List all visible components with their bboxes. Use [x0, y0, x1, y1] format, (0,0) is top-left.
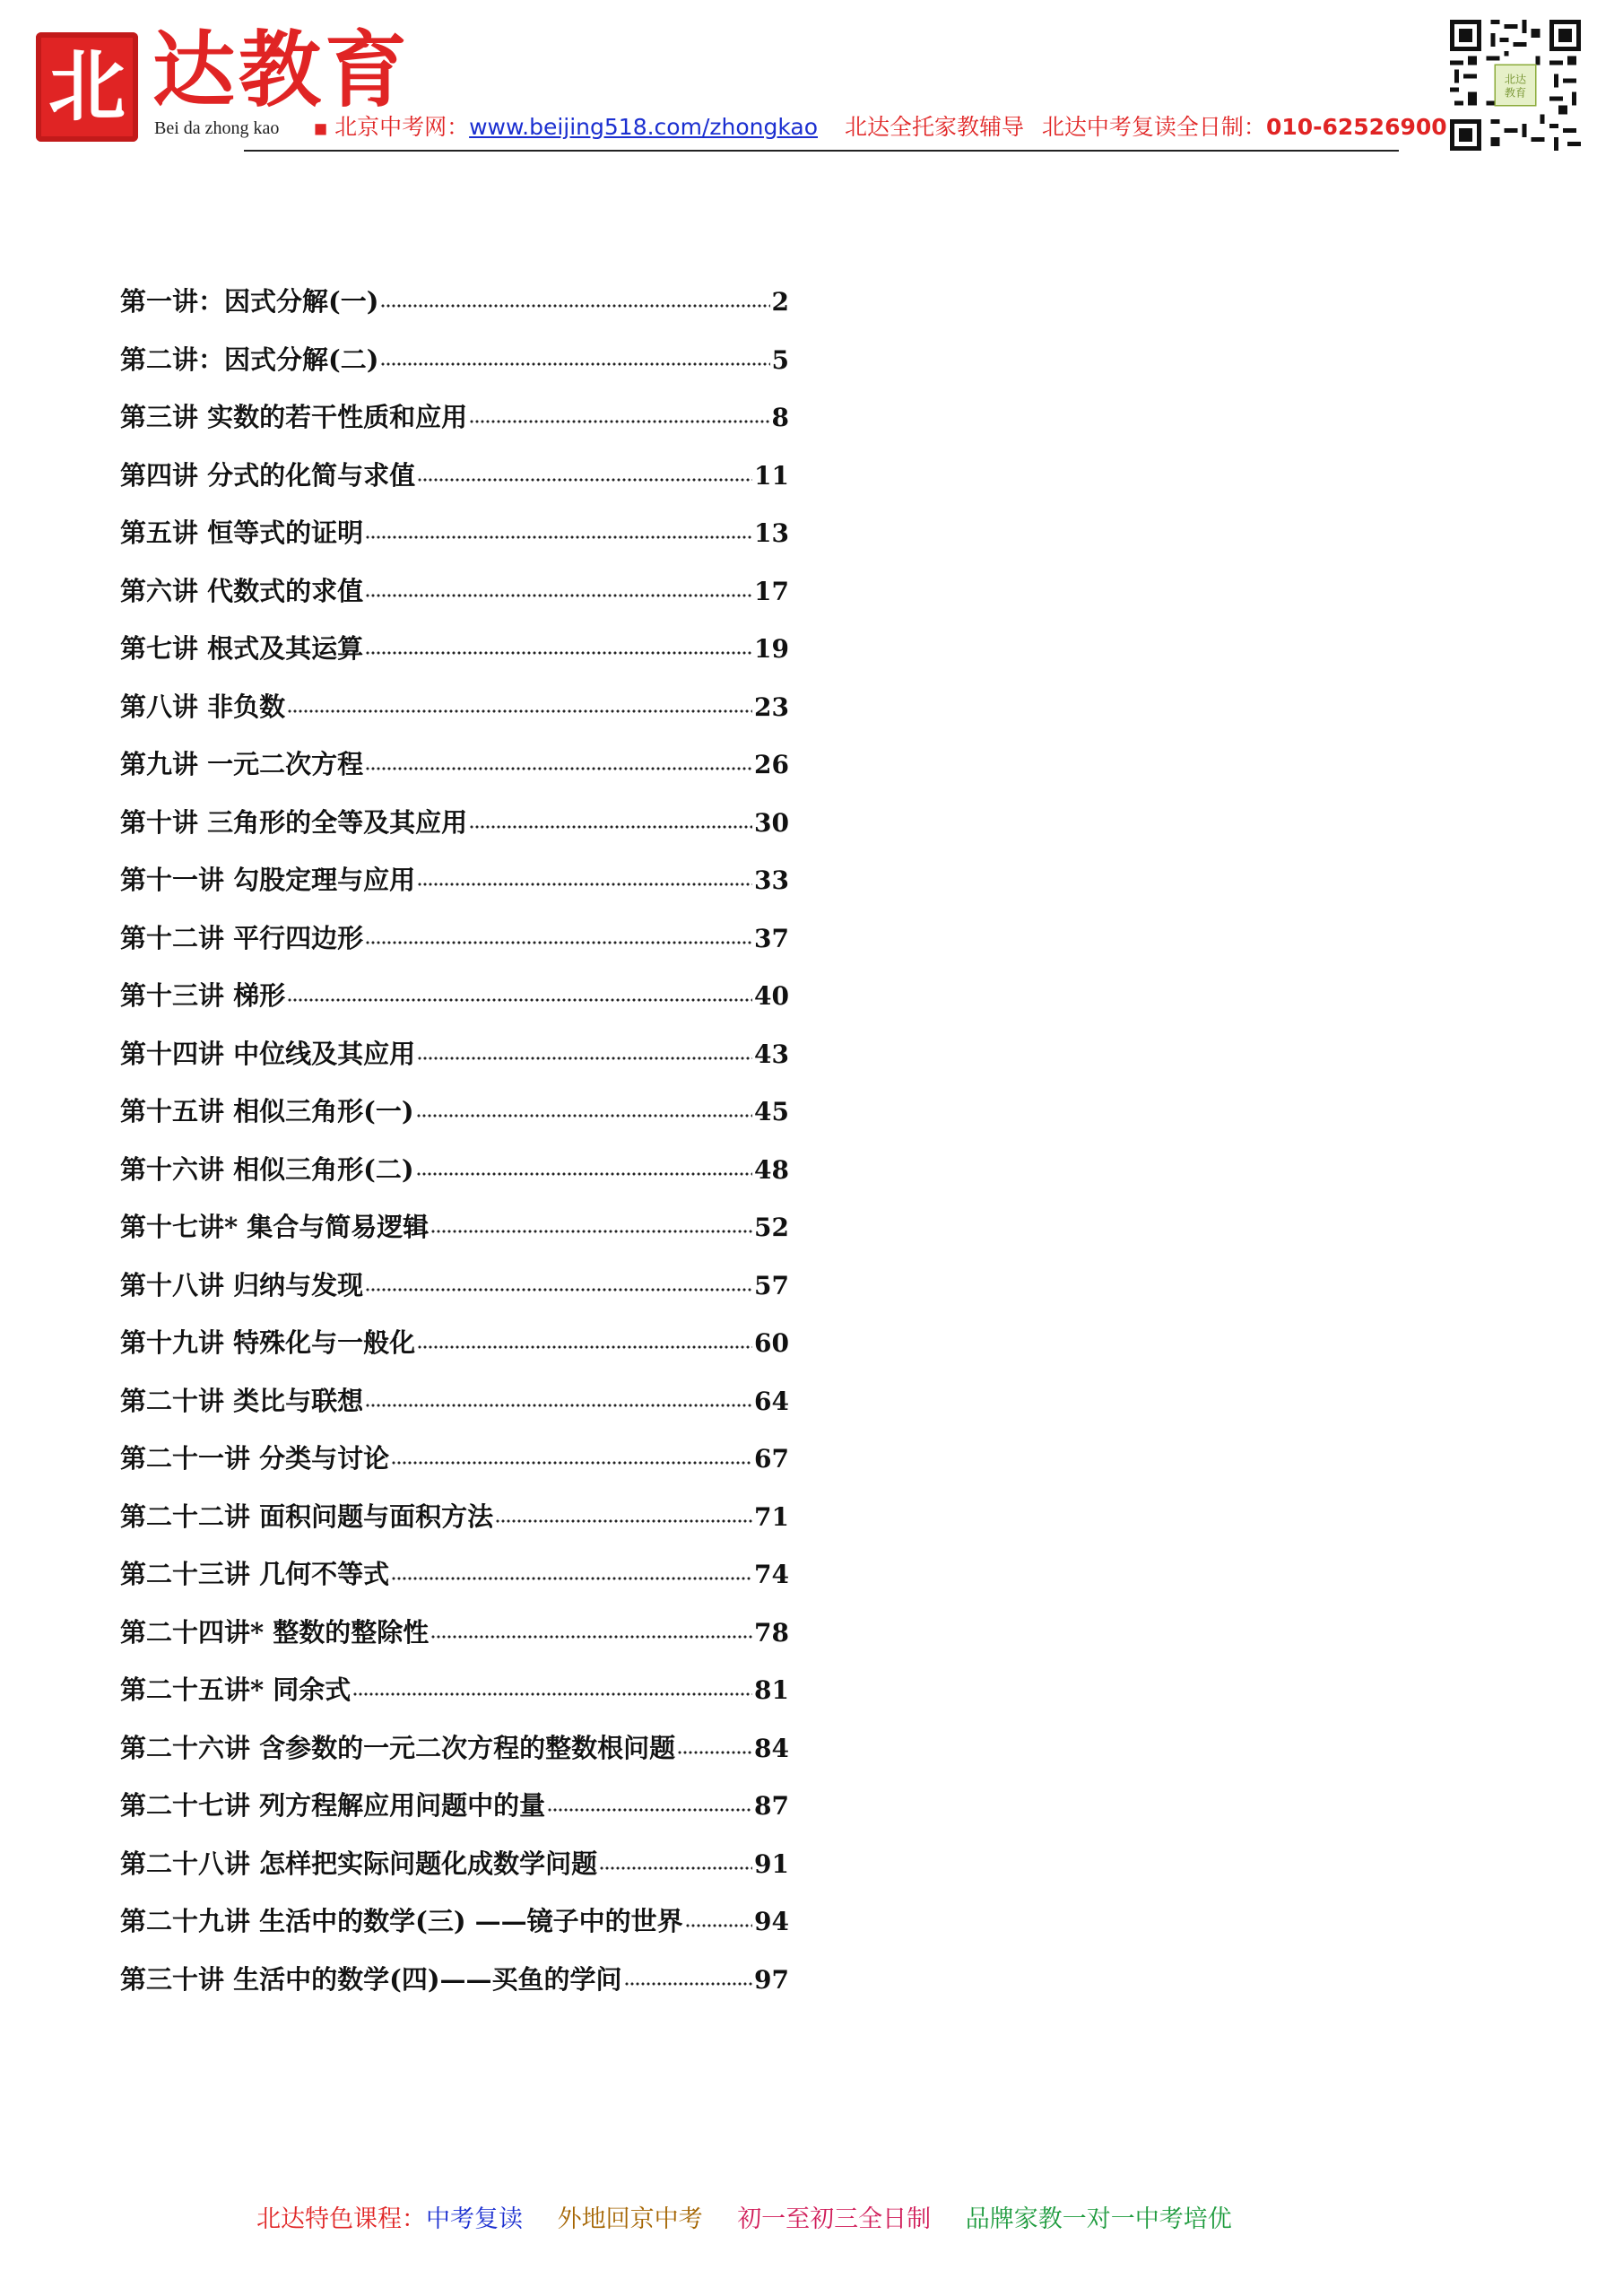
- toc-entry-page: 13: [754, 518, 789, 548]
- toc-entry[interactable]: [120, 404, 789, 463]
- toc-leader-dots: [380, 304, 769, 308]
- toc-entry[interactable]: [120, 922, 789, 984]
- toc-entry-title: 第二十讲 类比与联想: [120, 1385, 364, 1416]
- toc-entry-page: 8: [771, 403, 789, 432]
- toc-entry-title: 第十四讲 中位线及其应用: [120, 1038, 416, 1069]
- toc-entry[interactable]: [120, 1906, 789, 1967]
- toc-entry-page: 97: [754, 1964, 789, 1995]
- toc-entry-title: 第二十四讲* 整数的整除性: [120, 1616, 430, 1648]
- toc-entry[interactable]: [120, 1269, 789, 1331]
- toc-entry-page: 84: [754, 1733, 789, 1763]
- toc-entry[interactable]: [120, 1561, 789, 1620]
- toc-entry-title: 第一讲：因式分解(一): [120, 286, 379, 317]
- toc-entry[interactable]: [120, 1443, 789, 1504]
- toc-entry[interactable]: [120, 980, 789, 1041]
- toc-entry-title: 第十讲 三角形的全等及其应用: [120, 806, 468, 838]
- toc-entry-title: 第十一讲 勾股定理与应用: [120, 865, 416, 895]
- toc-entry-title: 第二十六讲 含参数的一元二次方程的整数根问题: [120, 1732, 676, 1763]
- toc-entry-page: 48: [754, 1154, 789, 1185]
- toc-entry[interactable]: [120, 1096, 789, 1157]
- qr-code-icon: [1448, 20, 1583, 151]
- toc-entry-title: 第二讲：因式分解(二): [120, 344, 379, 375]
- toc-entry[interactable]: [120, 1153, 789, 1215]
- toc-entry-page: 40: [754, 981, 789, 1011]
- toc-leader-dots: [365, 1288, 752, 1292]
- toc-entry-page: 2: [771, 287, 789, 317]
- toc-entry[interactable]: [120, 1038, 789, 1100]
- footer-item-4: 品牌家教一对一中考培优: [965, 2205, 1232, 2233]
- toc-entry-title: 第九讲 一元二次方程: [120, 749, 364, 779]
- toc-entry[interactable]: [120, 1214, 789, 1273]
- toc-entry-title: 第十九讲 特殊化与一般化: [120, 1327, 416, 1358]
- toc-entry[interactable]: [120, 344, 789, 405]
- logo-mark: [36, 32, 138, 142]
- toc-entry-page: 57: [754, 1270, 789, 1300]
- toc-entry-title: 第六讲 代数式的求值: [120, 575, 364, 606]
- site-label: 北京中考网：: [334, 114, 470, 140]
- toc-entry-title: 第二十八讲 怎样把实际问题化成数学问题: [120, 1848, 598, 1879]
- toc-entry-title: 第二十五讲* 同余式: [120, 1674, 352, 1705]
- toc-leader-dots: [417, 478, 752, 482]
- toc-entry-page: 87: [754, 1791, 789, 1821]
- toc-entry[interactable]: [120, 1790, 789, 1851]
- toc-entry[interactable]: [120, 1385, 789, 1447]
- toc-entry-title: 第十三讲 梯形: [120, 980, 286, 1011]
- toc-leader-dots: [430, 1635, 752, 1639]
- toc-leader-dots: [547, 1808, 752, 1812]
- toc-entry-title: 第三十讲 生活中的数学(四)——买鱼的学问: [120, 1963, 622, 1995]
- toc-entry[interactable]: [120, 806, 789, 868]
- toc-entry-page: 23: [754, 691, 789, 722]
- footer-courses: [256, 2199, 1259, 2234]
- toc-entry[interactable]: [120, 1848, 789, 1909]
- toc-entry-page: 71: [754, 1501, 789, 1532]
- toc-entry-page: 33: [754, 865, 789, 895]
- svg-text:北达: 北达: [1504, 73, 1527, 86]
- toc-entry-title: 第二十三讲 几何不等式: [120, 1559, 390, 1589]
- toc-entry[interactable]: [120, 867, 789, 926]
- toc-entry-page: 81: [754, 1675, 789, 1705]
- toc-entry[interactable]: [120, 286, 789, 347]
- footer-label: 北达特色课程：: [256, 2205, 426, 2233]
- toc-entry[interactable]: [120, 1327, 789, 1388]
- logo-text: 达教育: [152, 22, 412, 118]
- toc-leader-dots: [624, 1982, 752, 1986]
- svg-text:教育: 教育: [1504, 86, 1527, 100]
- toc-entry-title: 第十六讲 相似三角形(二): [120, 1153, 414, 1185]
- toc-entry-page: 91: [754, 1848, 789, 1879]
- toc-leader-dots: [365, 767, 752, 770]
- toc-entry-page: 67: [754, 1444, 789, 1474]
- toc-leader-dots: [287, 709, 752, 713]
- toc-entry-title: 第二十七讲 列方程解应用问题中的量: [120, 1790, 546, 1821]
- toc-entry-page: 11: [754, 460, 789, 491]
- toc-entry-page: 74: [754, 1560, 789, 1589]
- toc-entry[interactable]: [120, 1963, 789, 2025]
- toc-leader-dots: [365, 535, 752, 539]
- toc-leader-dots: [365, 1404, 752, 1407]
- toc-entry-page: 78: [754, 1617, 789, 1648]
- toc-entry[interactable]: [120, 1616, 789, 1678]
- toc-entry-title: 第七讲 根式及其运算: [120, 633, 364, 664]
- toc-entry-page: 17: [754, 576, 789, 606]
- toc-leader-dots: [380, 362, 769, 366]
- toc-entry-page: 19: [754, 634, 789, 664]
- toc-entry[interactable]: [120, 633, 789, 694]
- toc-entry[interactable]: [120, 1500, 789, 1562]
- toc-entry[interactable]: [120, 517, 789, 578]
- site-link[interactable]: www.beijing518.com/zhongkao: [469, 114, 818, 140]
- header-divider: [244, 150, 1399, 152]
- toc-entry-title: 第四讲 分式的化简与求值: [120, 459, 416, 491]
- toc-leader-dots: [287, 998, 752, 1002]
- footer-item-2: 外地回京中考: [557, 2205, 703, 2233]
- toc-leader-dots: [417, 1345, 752, 1349]
- toc-entry[interactable]: [120, 1674, 789, 1735]
- toc-entry[interactable]: [120, 1732, 789, 1794]
- toc-entry-page: 37: [754, 923, 789, 953]
- toc-leader-dots: [352, 1692, 752, 1696]
- footer-item-3: 初一至初三全日制: [737, 2205, 932, 2233]
- service-1: 北达全托家教辅导: [844, 114, 1024, 140]
- header-info: [314, 114, 1447, 141]
- toc-entry-page: 45: [754, 1097, 789, 1126]
- toc-leader-dots: [469, 420, 769, 423]
- toc-entry-title: 第十五讲 相似三角形(一): [120, 1096, 414, 1126]
- toc-entry-title: 第二十一讲 分类与讨论: [120, 1443, 390, 1474]
- toc-leader-dots: [417, 1057, 752, 1060]
- toc-entry-title: 第五讲 恒等式的证明: [120, 517, 364, 548]
- toc-leader-dots: [417, 883, 752, 886]
- toc-leader-dots: [685, 1924, 752, 1927]
- toc-leader-dots: [469, 825, 752, 829]
- logo-char: 北: [48, 41, 126, 132]
- toc-entry-title: 第十八讲 归纳与发现: [120, 1269, 364, 1300]
- toc-entry-title: 第十二讲 平行四边形: [120, 922, 364, 953]
- service-2: 北达中考复读全日制：: [1041, 114, 1266, 140]
- table-of-contents: [120, 286, 789, 2024]
- phone-number: 010-62526900: [1265, 114, 1447, 140]
- toc-leader-dots: [677, 1751, 752, 1754]
- toc-leader-dots: [391, 1577, 752, 1580]
- toc-leader-dots: [416, 1172, 752, 1176]
- toc-entry-title: 第十七讲* 集合与简易逻辑: [120, 1212, 430, 1242]
- toc-leader-dots: [365, 594, 752, 597]
- toc-leader-dots: [599, 1866, 752, 1870]
- toc-entry[interactable]: [120, 575, 789, 637]
- toc-entry-page: 5: [771, 344, 789, 375]
- toc-entry-page: 26: [754, 750, 789, 779]
- bullet-icon: ■: [314, 119, 328, 137]
- toc-entry-page: 60: [754, 1328, 789, 1358]
- toc-entry[interactable]: [120, 749, 789, 810]
- toc-leader-dots: [365, 651, 752, 655]
- toc-entry-page: 64: [754, 1386, 789, 1416]
- logo-pinyin: Bei da zhong kao: [154, 118, 280, 138]
- toc-leader-dots: [416, 1114, 752, 1118]
- toc-entry-title: 第二十九讲 生活中的数学(三) ——镜子中的世界: [120, 1906, 683, 1936]
- toc-entry-title: 第八讲 非负数: [120, 691, 286, 722]
- toc-leader-dots: [391, 1461, 752, 1465]
- toc-entry[interactable]: [120, 691, 789, 752]
- toc-entry-page: 43: [754, 1039, 789, 1069]
- toc-leader-dots: [365, 941, 752, 944]
- toc-entry-page: 52: [754, 1213, 789, 1242]
- toc-entry-title: 第三讲 实数的若干性质和应用: [120, 402, 468, 432]
- toc-entry[interactable]: [120, 459, 789, 521]
- toc-entry-title: 第二十二讲 面积问题与面积方法: [120, 1500, 494, 1532]
- toc-leader-dots: [430, 1230, 752, 1233]
- footer-item-1: 中考复读: [426, 2205, 523, 2233]
- toc-entry-page: 30: [754, 807, 789, 838]
- toc-entry-page: 94: [754, 1907, 789, 1936]
- toc-leader-dots: [495, 1519, 752, 1523]
